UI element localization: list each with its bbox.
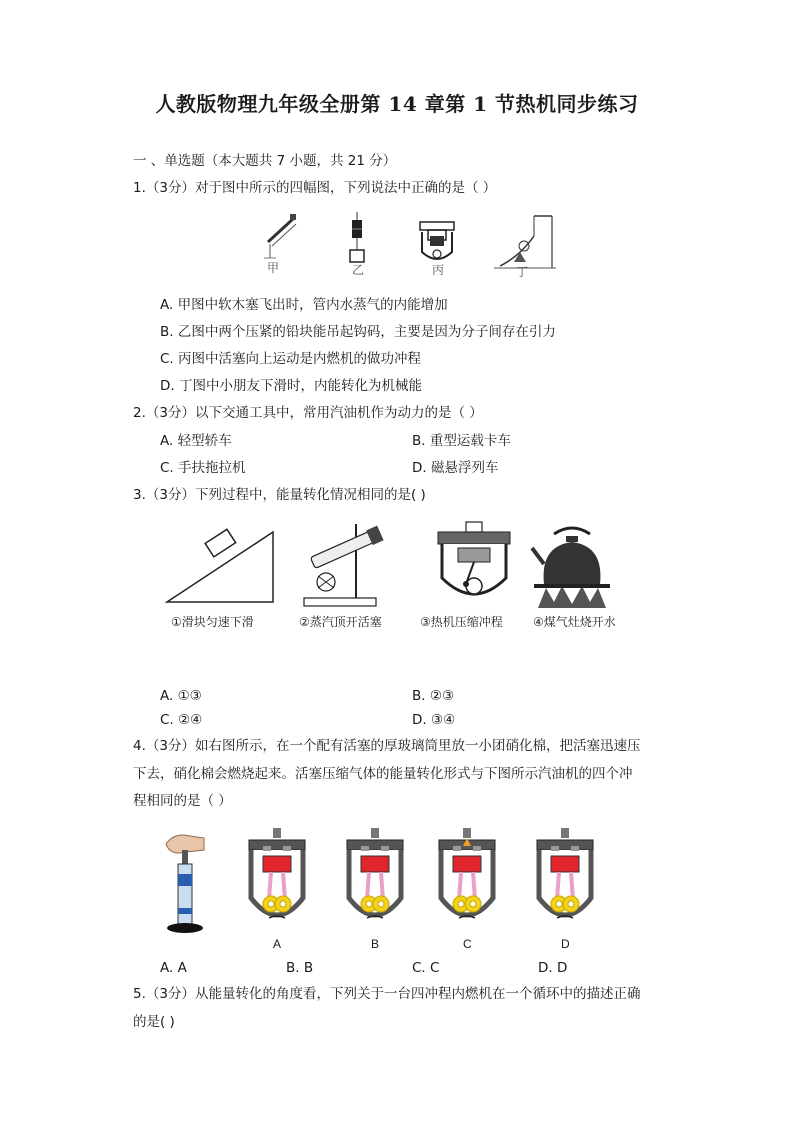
q3-caption-1: ①滑块匀速下滑 <box>171 615 254 629</box>
q5-stem-line-1: 5.（3分）从能量转化的角度看，下列关于一台四冲程内燃机在一个循环中的描述正确 <box>133 986 641 1002</box>
q1-option-d[interactable]: D. 丁图中小朋友下滑时，内能转化为机械能 <box>160 378 422 394</box>
q4-option-d[interactable]: D. D <box>538 960 568 976</box>
q2-option-d[interactable]: D. 磁悬浮列车 <box>412 460 499 476</box>
q3-caption-2: ②蒸汽顶开活塞 <box>299 615 382 629</box>
q1-fig-bing <box>414 218 460 276</box>
q1-option-b[interactable]: B. 乙图中两个压紧的铅块能吊起钩码，主要是因为分子间存在引力 <box>160 324 556 340</box>
q1-stem: 1.（3分）对于图中所示的四幅图，下列说法中正确的是（ ） <box>133 180 497 196</box>
q1-option-a[interactable]: A. 甲图中软木塞飞出时，管内水蒸气的内能增加 <box>160 297 448 313</box>
q3-option-b[interactable]: B. ②③ <box>412 688 455 704</box>
q3-option-a[interactable]: A. ①③ <box>160 688 202 704</box>
q1-fig-ding <box>490 212 560 279</box>
q4-stem-line-1: 4.（3分）如右图所示，在一个配有活塞的厚玻璃筒里放一小团硝化棉，把活塞迅速压 <box>133 738 641 754</box>
q3-fig-compression <box>432 520 516 610</box>
q4-option-b[interactable]: B. B <box>286 960 314 976</box>
q2-option-a[interactable]: A. 轻型轿车 <box>160 433 232 449</box>
q4-option-c[interactable]: C. C <box>412 960 440 976</box>
q3-option-c[interactable]: C. ②④ <box>160 712 203 728</box>
q3-option-d[interactable]: D. ③④ <box>412 712 456 728</box>
q3-caption-4: ④煤气灶烧开水 <box>533 615 616 629</box>
q4-stem-line-2: 下去，硝化棉会燃烧起来。活塞压缩气体的能量转化形式与下图所示汽油机的四个冲 <box>133 766 633 782</box>
q1-fig-jia <box>262 212 302 274</box>
q1-fig-yi-label: 乙 <box>352 263 365 277</box>
q1-option-c[interactable]: C. 丙图中活塞向上运动是内燃机的做功冲程 <box>160 351 422 367</box>
q4-engine-c <box>435 828 499 934</box>
q4-engine-b <box>343 828 407 934</box>
q4-stem-line-3: 程相同的是（ ） <box>133 793 232 809</box>
q4-engine-a <box>245 828 309 934</box>
q4-engine-label-a: A <box>273 937 282 951</box>
q1-fig-jia-label: 甲 <box>267 261 280 275</box>
q4-engine-label-d: D <box>561 937 570 951</box>
q1-fig-bing-label: 丙 <box>432 263 445 277</box>
q2-option-b[interactable]: B. 重型运载卡车 <box>412 433 511 449</box>
q1-fig-yi <box>342 212 372 277</box>
page-title: 人教版物理九年级全册第 14 章第 1 节热机同步练习 <box>155 92 639 116</box>
q3-caption-3: ③热机压缩冲程 <box>420 615 503 629</box>
q4-option-a[interactable]: A. A <box>160 960 187 976</box>
q3-fig-kettle <box>530 522 616 610</box>
q4-engine-label-b: B <box>371 937 380 951</box>
q4-engine-d <box>533 828 597 934</box>
q5-stem-line-2: 的是( ) <box>133 1014 175 1030</box>
q4-fig-glass-tube <box>160 830 210 934</box>
section-heading: 一 、单选题（本大题共 7 小题，共 21 分） <box>133 153 397 169</box>
q3-fig-slide <box>165 530 277 606</box>
q1-fig-ding-label: 丁 <box>516 265 529 279</box>
q2-stem: 2.（3分）以下交通工具中，常用汽油机作为动力的是（ ） <box>133 405 483 421</box>
q3-stem: 3.（3分）下列过程中，能量转化情况相同的是( ) <box>133 487 426 503</box>
q3-fig-steam <box>300 520 392 610</box>
q4-engine-label-c: C <box>463 937 472 951</box>
q2-option-c[interactable]: C. 手扶拖拉机 <box>160 460 246 476</box>
